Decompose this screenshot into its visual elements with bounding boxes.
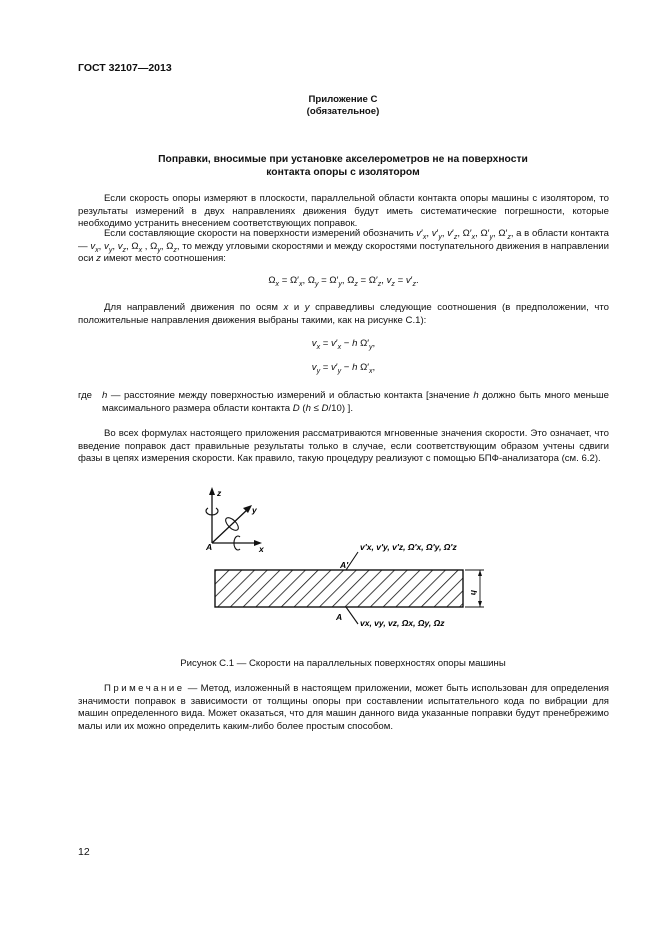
figure-caption: Рисунок С.1 — Скорости на параллельных поверхностях опоры машины [180, 658, 506, 669]
formula-vy: $v_y = v'_y - h$ $\Omega'_x$, [311, 362, 376, 375]
axis-z-label: z [217, 488, 222, 498]
paragraph-4: Во всех формулах настоящего приложения рассматриваются мгновенные значения скорости. Это означает, что введение поправок даст правильные результаты только в случае, если соответствующим образом учтены сдвиги фазы в цепях измерения скорости. Как правило, такую процедуру реализуют с помощью БПФ-анализатора (см. 6.2). [78, 428, 609, 465]
paragraph-3: Для направлений движения по осям x и y справедливы следующие соотношения (в предположении, что положительные направления движения выбраны такими, как на рисунке С.1): [78, 302, 609, 326]
appendix-title: Приложение С [308, 94, 378, 105]
support-slab [215, 570, 463, 607]
point-a-prime-label: A′ [340, 560, 349, 570]
axis-y-label: y [252, 505, 257, 515]
point-a-bottom-label: A [336, 612, 343, 622]
dim-h-label: h [469, 590, 479, 596]
formula-vx: $v_x = v'_x - h$ $\Omega'_y$, [311, 338, 376, 351]
z-axis-arrow [209, 487, 215, 495]
y-axis-line [212, 509, 248, 543]
appendix-status: (обязательное) [306, 106, 380, 117]
bottom-velocities-label: vx, vy, vz, Ωx, Ωy, Ωz [360, 618, 445, 628]
leader-bottom [346, 607, 358, 624]
axes-diagram [205, 487, 265, 554]
point-a-label: A [206, 542, 213, 552]
page-number: 12 [78, 846, 90, 858]
section-title-line2: контакта опоры с изолятором [266, 167, 420, 178]
dim-arrow-top [478, 570, 482, 576]
note-block [78, 683, 609, 734]
section-title-line1: Поправки, вносимые при установке акселерометров не на поверхности [158, 154, 528, 165]
top-velocities-label: v′x, v′y, v′z, Ω′x, Ω′y, Ω′z [360, 542, 457, 552]
note-label: Примечание [104, 683, 185, 694]
axis-x-label: x [259, 544, 264, 554]
where-definition: где h — расстояние между поверхностью измерений и областью контакта [значение h должно быть много меньше максимального размера области контакта D (h ≤ D/10) ]. [78, 390, 609, 414]
note-text: — Метод, изложенный в настоящем приложении, может быть использован для определения значимости поправок в зависимости от толщины опоры при составлении испытательного кода по вибрации для машин определенного вида. Может оказаться, что для машин данного вида указанные поправки будут пренебрежимо малы или их можно определить каким-либо более простым способом. [78, 683, 609, 733]
formula-omega: $\Omega_x = \Omega'_x$, $\Omega_y = \Omega'_y$, $\Omega_z = \Omega'_z$, $v_z = v'_z$. [268, 275, 419, 288]
dim-arrow-bottom [478, 601, 482, 607]
figure-c1 [200, 484, 490, 634]
paragraph-2: Если составляющие скорости на поверхности измерений обозначить $v'_x$, $v'_y$, $v'_z$, $\Omega'_x$, $\Omega'_y$, $\Omega'_z$, а в области контакта — $v_x$, $v_y$, $v_z$, $\Omega_x$ , $\Omega_y$, $\Omega_z$, то между угловыми скоростями и между скоростями поступательного движения в направлении оси z имеют место соотношения: [78, 228, 609, 265]
document-code: ГОСТ 32107—2013 [78, 62, 172, 74]
paragraph-1: Если скорость опоры измеряют в плоскости, параллельной области контакта опоры машины с изолятором, то результаты измерений в двух направлениях движения будут иметь систематические погрешности, которые необходимо устранить внесением соответствующих поправок. [78, 193, 609, 230]
